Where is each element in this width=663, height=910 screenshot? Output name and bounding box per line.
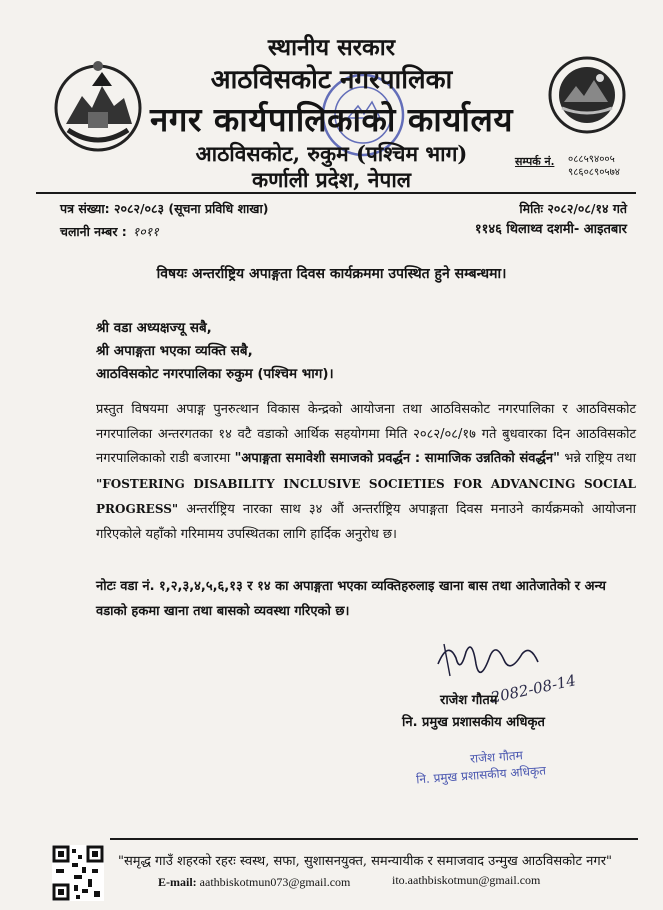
national-slogan: "अपाङ्गता समावेशी समाजको प्रवर्द्धन : सामाजिक उन्नतिको संवर्द्धन" <box>234 451 560 466</box>
letter-date: मितिः २०८२/०८/१४ गते <box>519 201 627 216</box>
contact-label: सम्पर्क नं. <box>515 155 555 168</box>
header-municipality-name: आठविसकोट नगरपालिका <box>210 65 453 95</box>
addressee-municipality: आठविसकोट नगरपालिका रुकुम (पश्चिम भाग)। <box>96 366 334 382</box>
header-office-title: नगर कार्यपालिकाको कार्यालय <box>150 100 513 139</box>
email-label: E-mail: <box>158 875 197 889</box>
note-paragraph: नोटः वडा नं. १,२,३,४,५,६,१३ र १४ का अपाङ्गता भएका व्यक्तिहरुलाइ खाना बास तथा आतेजातेको र अन्य वडाको हकमा खाना तथा बासको व्यवस्था गरिएको छ। <box>96 579 606 619</box>
header-address: आठविसकोट, रुकुम (पश्चिम भाग) <box>195 141 468 166</box>
subject-line: विषयः अन्तर्राष्ट्रिय अपाङ्गता दिवस कार्यक्रममा उपस्थित हुने सम्बन्धमा। <box>156 266 507 282</box>
signer-title: नि. प्रमुख प्रशासकीय अधिकृत <box>402 715 545 730</box>
body-part-3: अन्तर्राष्ट्रिय नारका साथ ३४ औं अन्तर्राष्ट्रिय अपाङ्गता दिवस मनाउने कार्यक्रमको आयोजना गरिएकोले यहाँको गरिमामय उपस्थितका लागि हार्दिक अनुरोध छ। <box>96 502 636 542</box>
signer-name: राजेश गौतम <box>440 693 498 708</box>
email-address-2[interactable]: ito.aathbiskotmun@gmail.com <box>392 873 541 887</box>
body-part-1: प्रस्तुत विषयमा अपाङ्ग पुनरुत्थान विकास केन्द्रको आयोजना तथा आठविसकोट नगरपालिका र आठविसकोट नगरपालिका अन्तरगतका १४ वटै वडाको आर्थिक सहयोगमा मिति २०८२/०८/१७ गते बुधवारका दिन आठविसकोट नगरपालिकाको राडी बजारमा <box>96 402 636 466</box>
stamp-name: राजेश गौतम <box>469 748 524 766</box>
letter-body <box>96 398 636 547</box>
footer-slogan: "समृद्ध गाउँ शहरको रहरः स्वस्थ, सफा, सुशासनयुक्त, समन्यायीक र समाजवाद उन्मुख आठविसकोट नगर" <box>118 854 612 869</box>
stamp-title: नि. प्रमुख प्रशासकीय अधिकृत <box>415 763 547 787</box>
contact-phone-1: ०८८५९४००५ <box>568 154 615 165</box>
addressee-disabled-persons: श्री अपाङ्गता भएका व्यक्ति सबै, <box>96 343 253 359</box>
footer-divider <box>110 838 638 840</box>
dispatch-value: १०११ <box>132 224 159 239</box>
signature-date: 2082-08-14 <box>489 671 578 707</box>
dispatch-number <box>60 223 159 240</box>
nepal-sambat-date: ११४६ थिलाथ्व दशमी- आइतबार <box>474 222 627 237</box>
contact-phone-2: ९८६०८९०५७४ <box>568 167 620 178</box>
addressee-ward-chairs: श्री वडा अध्यक्षज्यू सबै, <box>96 320 212 336</box>
header-province: कर्णाली प्रदेश, नेपाल <box>252 167 411 192</box>
international-slogan: "FOSTERING DISABILITY INCLUSIVE SOCIETIES FOR ADVANCING SOCIAL PROGRESS" <box>96 476 636 516</box>
header-local-government: स्थानीय सरकार <box>267 34 396 61</box>
header-divider <box>36 192 636 194</box>
body-part-2: भन्ने राष्ट्रिय तथा <box>559 451 636 466</box>
email-address-1[interactable]: aathbiskotmun073@gmail.com <box>199 875 351 889</box>
letter-number: पत्र संख्या: २०८२/०८३ (सूचना प्रविधि शाखा) <box>60 201 269 216</box>
qr-code-icon <box>52 845 104 901</box>
dispatch-label: चलानी नम्बर : <box>60 224 127 239</box>
footer-email-primary <box>158 875 350 890</box>
